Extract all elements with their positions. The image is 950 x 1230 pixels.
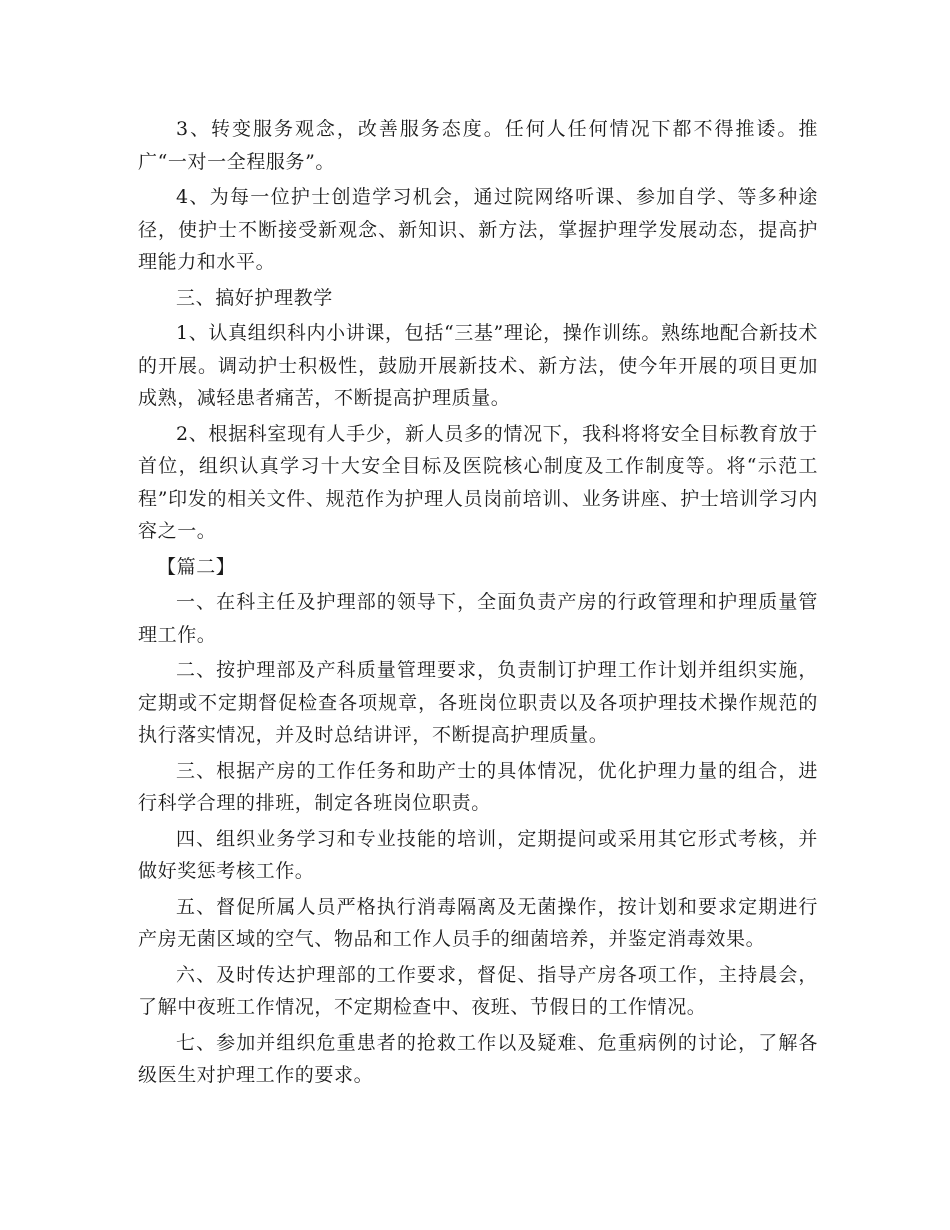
duty-item-5: 五、督促所属人员严格执行消毒隔离及无菌操作，按计划和要求定期进行产房无菌区域的空气、物品和工作人员手的细菌培养，并鉴定消毒效果。 — [138, 895, 818, 950]
duty-item-3: 三、根据产房的工作任务和助产士的具体情况，优化护理力量的组合，进行科学合理的排班，制定各班岗位职责。 — [138, 759, 818, 814]
paragraph-service-attitude: 3、转变服务观念，改善服务态度。任何人任何情况下都不得推诿。推广“一对一全程服务”。 — [138, 118, 818, 173]
document-body — [138, 113, 818, 1095]
duty-item-7: 七、参加并组织危重患者的抢救工作以及疑难、危重病例的讨论，了解各级医生对护理工作的要求。 — [138, 1031, 818, 1086]
duty-item-1: 一、在科主任及护理部的领导下，全面负责产房的行政管理和护理质量管理工作。 — [138, 591, 818, 646]
duty-item-2: 二、按护理部及产科质量管理要求，负责制订护理工作计划并组织实施，定期或不定期督促检查各项规章，各班岗位职责以及各项护理技术操作规范的执行落实情况，并及时总结讲评，不断提高护理质量。 — [138, 659, 818, 746]
paragraph-safety-education: 2、根据科室现有人手少，新人员多的情况下，我科将将安全目标教育放于首位，组织认真学习十大安全目标及医院核心制度及工作制度等。将“示范工程”印发的相关文件、规范作为护理人员岗前培训、业务讲座、护士培训学习内容之一。 — [138, 422, 818, 542]
paragraph-learning-opportunity: 4、为每一位护士创造学习机会，通过院网络听课、参加自学、等多种途径，使护士不断接受新观念、新知识、新方法，掌握护理学发展动态，提高护理能力和水平。 — [138, 186, 818, 273]
section-heading-teaching: 三、搞好护理教学 — [176, 286, 333, 309]
paragraph-lectures: 1、认真组织科内小讲课，包括“三基”理论，操作训练。熟练地配合新技术的开展。调动护士积极性，鼓励开展新技术、新方法，使今年开展的项目更加成熟，减轻患者痛苦，不断提高护理质量。 — [138, 322, 818, 409]
part-two-marker: 【篇二】 — [157, 555, 236, 578]
duty-item-6: 六、及时传达护理部的工作要求，督促、指导产房各项工作，主持晨会，了解中夜班工作情况，不定期检查中、夜班、节假日的工作情况。 — [138, 963, 818, 1018]
duty-item-4: 四、组织业务学习和专业技能的培训，定期提问或采用其它形式考核，并做好奖惩考核工作。 — [138, 827, 818, 882]
